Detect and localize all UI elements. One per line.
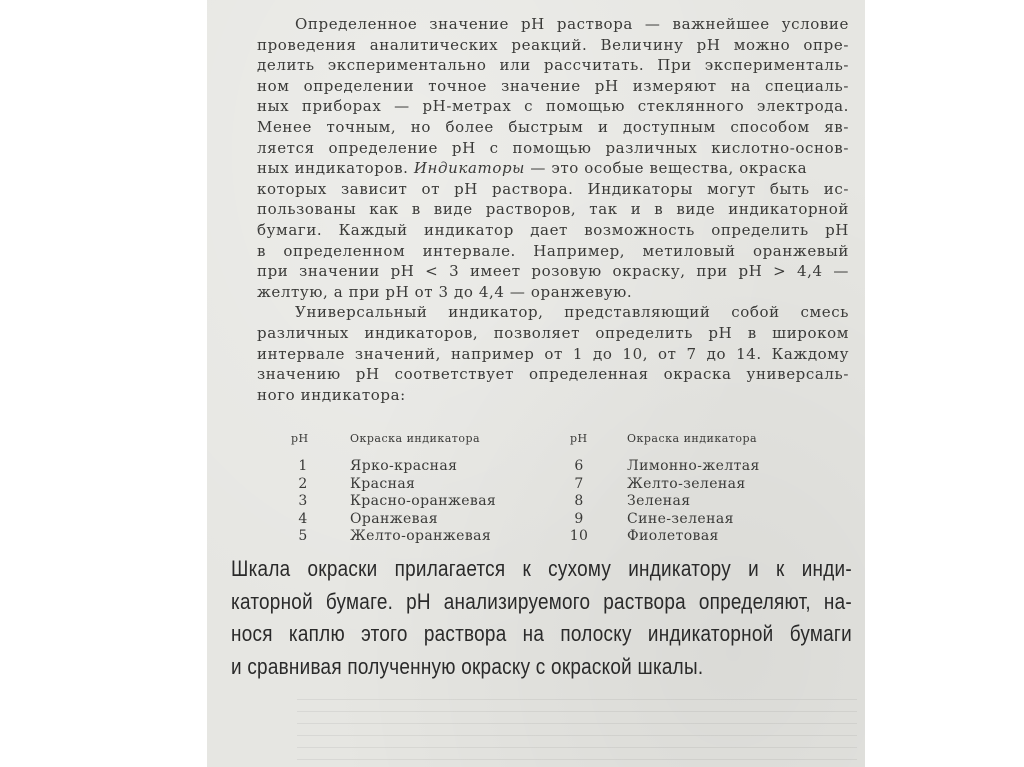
table-row: 3	[298, 493, 308, 509]
table-row: 9	[574, 510, 584, 527]
table-row: 7	[574, 475, 584, 492]
table-row: 4	[298, 510, 308, 527]
text-line: пользованы как в виде растворов, так и в виде индикаторной	[257, 200, 849, 219]
table-cell: Ярко-красная	[350, 458, 458, 474]
text-line: делить экспериментально или рассчитать. При эксперименталь-	[257, 56, 849, 75]
table-cell: Оранжевая	[350, 510, 438, 527]
bleed-through-shadow	[297, 690, 857, 760]
scanned-page	[207, 0, 865, 767]
text-line: проведения аналитических реакций. Величину pH можно опре-	[257, 35, 849, 54]
paragraph-1	[219, 14, 849, 302]
column-header-color: Окраска индикатора	[627, 432, 758, 445]
term-indicators: Индикаторы	[413, 159, 525, 178]
table-row: 2	[298, 475, 308, 492]
table-cell: Красная	[350, 475, 416, 492]
paragraph-2	[219, 302, 849, 405]
large-text-block	[231, 553, 852, 683]
text-fragment: ных индикаторов.	[257, 159, 409, 178]
table-row: 6	[574, 458, 584, 474]
text-line: Менее точным, но более быстрым и доступным способом яв-	[257, 117, 849, 136]
table-cell: Сине-зеленая	[627, 510, 734, 527]
column-header-ph: pH	[291, 432, 309, 445]
text-line: бумаги. Каждый индикатор дает возможность определить pH	[257, 220, 849, 239]
text-line: ного индикатора:	[257, 385, 406, 404]
column-header-color: Окраска индикатора	[350, 432, 481, 445]
text-line: ном определении точное значение pH измеряют на специаль-	[257, 76, 849, 95]
text-fragment: — это особые вещества, окраска	[530, 159, 808, 178]
text-line: Универсальный индикатор, представляющий собой смесь	[295, 303, 849, 322]
table-row: 8	[574, 493, 584, 509]
text-line: интервале значений, например от 1 до 10, от 7 до 14. Каждому	[257, 344, 849, 363]
table-row: 1	[298, 458, 308, 474]
text-line: желтую, а при pH от 3 до 4,4 — оранжевую.	[257, 282, 633, 301]
text-line: ных приборах — pH-метрах с помощью стеклянного электрода.	[257, 97, 849, 116]
table-row: 10	[569, 528, 589, 544]
text-line: различных индикаторов, позволяет определить pH в широком	[257, 323, 849, 342]
text-line: значению pH соответствует определенная окраска универсаль-	[257, 365, 849, 384]
table-cell: Желто-зеленая	[627, 475, 746, 492]
text-line: которых зависит от pH раствора. Индикаторы могут быть ис-	[257, 179, 849, 198]
large-text-line: каторной бумаге. pH анализируемого раствора определяют, на-	[231, 588, 852, 614]
text-line: при значении pH < 3 имеет розовую окраску, при pH > 4,4 —	[257, 262, 849, 281]
text-line	[219, 158, 849, 179]
table-cell: Зеленая	[627, 493, 691, 509]
table-cell: Красно-оранжевая	[350, 493, 497, 509]
table-cell: Лимонно-желтая	[627, 458, 760, 474]
table-row: 5	[298, 528, 308, 544]
text-line: ляется определение pH с помощью различных кислотно-основ-	[257, 138, 849, 157]
large-text-line: нося каплю этого раствора на полоску индикаторной бумаги	[231, 621, 852, 646]
large-text-line: и сравнивая полученную окраску с окраской шкалы.	[231, 653, 704, 679]
body-text	[219, 14, 849, 405]
column-header-ph: pH	[570, 432, 588, 445]
text-line: Определенное значение pH раствора — важнейшее условие	[295, 15, 849, 33]
table-cell: Желто-оранжевая	[350, 528, 492, 544]
text-line: в определенном интервале. Например, метиловый оранжевый	[257, 241, 849, 260]
large-text-line: Шкала окраски прилагается к сухому индикатору и к инди-	[231, 556, 852, 581]
table-cell: Фиолетовая	[627, 528, 719, 544]
